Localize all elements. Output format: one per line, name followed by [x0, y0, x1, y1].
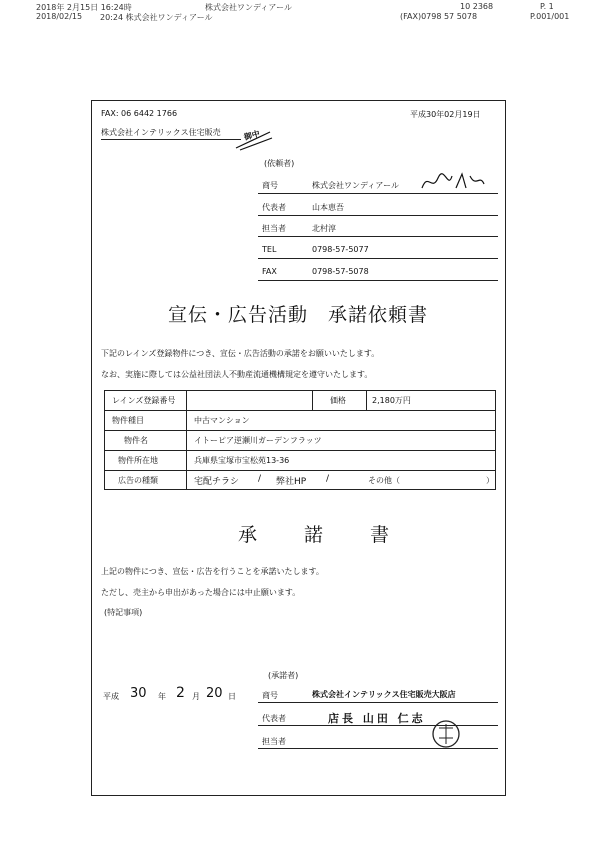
consent-date-day: 20 — [206, 686, 223, 701]
consent-paragraph-2: ただし、売主から申出があった場合には中止願います。 — [101, 588, 301, 597]
property-type-value: 中古マンション — [194, 416, 250, 425]
price-value: 2,180万円 — [372, 396, 411, 405]
special-notes-label: (特記事項) — [104, 608, 143, 617]
ad-option-other: その他（ — [368, 476, 400, 485]
property-type-label: 物件種目 — [112, 416, 144, 425]
consent-date-era: 平成 — [103, 692, 119, 701]
property-address-value: 兵庫県宝塚市宝松苑13-36 — [194, 456, 290, 465]
consent-date-month: 2 — [176, 685, 185, 701]
consent-date-year: 30 — [130, 686, 147, 701]
property-name-value: イトーピア逆瀬川ガーデンフラッツ — [194, 436, 322, 445]
fax-to: FAX: 06 6442 1766 — [101, 109, 178, 118]
consentor-company-label: 商号 — [262, 691, 278, 700]
consent-date-year-unit: 年 — [158, 692, 166, 701]
document-date: 平成30年02月19日 — [410, 110, 481, 119]
consentor-staff-label: 担当者 — [262, 737, 286, 746]
consentor-company: 株式会社インテリックス住宅販売大阪店 — [312, 689, 456, 699]
fax-header-fax-number: (FAX)0798 57 5078 — [400, 12, 478, 21]
consent-date-day-unit: 日 — [228, 692, 236, 701]
ad-type-label: 広告の種類 — [118, 476, 158, 485]
fax-header-line1-left: 2018年 2月15日 16:24時 — [36, 3, 132, 12]
fax-header-line2-mid: 20:24 株式会社ワンディアール — [100, 13, 213, 22]
requester-fax: 0798-57-5078 — [312, 267, 369, 276]
requester-fax-label: FAX — [262, 267, 277, 276]
consent-paragraph-1: 上記の物件につき、宣伝・広告を行うことを承諾いたします。 — [101, 567, 324, 576]
addressee-suffix: 御中 — [242, 128, 261, 142]
document-title: 宣伝・広告活動 承諾依頼書 — [168, 304, 429, 326]
consentor-rep: 店長 山田 仁志 — [328, 712, 426, 725]
fax-header-page-count: P.001/001 — [530, 12, 570, 21]
ad-separator-2: / — [326, 474, 330, 484]
fax-header-page-top: P. 1 — [540, 2, 554, 11]
consentor-label: (承諾者) — [268, 671, 299, 680]
consent-date-month-unit: 月 — [192, 692, 200, 701]
consentor-seal-icon — [428, 718, 464, 750]
price-label: 価格 — [330, 396, 346, 405]
fax-header-line1-mid: 株式会社ワンディアール — [205, 3, 292, 12]
requester-seal-signature-icon — [418, 170, 488, 194]
requester-tel-label: TEL — [262, 245, 277, 254]
requester-staff-label: 担当者 — [262, 224, 286, 233]
consentor-rep-label: 代表者 — [262, 714, 286, 723]
ad-option-flyer: 宅配チラシ — [194, 477, 240, 487]
ad-option-website: 弊社HP — [276, 477, 307, 487]
addressee: 株式会社インテリックス住宅販売 — [101, 128, 221, 137]
fax-header-line2-left: 2018/02/15 — [36, 12, 83, 21]
ad-separator-1: / — [258, 474, 262, 484]
addressee-strike-icon — [234, 128, 274, 152]
requester-label: (依頼者) — [264, 159, 295, 168]
requester-rep-label: 代表者 — [262, 203, 286, 212]
requester-tel: 0798-57-5077 — [312, 245, 369, 254]
request-paragraph-2: なお、実施に際しては公益社団法人不動産流通機構規定を遵守いたします。 — [101, 370, 373, 379]
ad-option-other-close: ） — [486, 476, 494, 485]
reins-number-label: レインズ登録番号 — [112, 396, 176, 405]
requester-rep: 山本恵吾 — [312, 203, 344, 212]
consent-title: 承 諾 書 — [238, 524, 404, 546]
property-address-label: 物件所在地 — [118, 456, 158, 465]
requester-company: 株式会社ワンディアール — [312, 181, 399, 190]
fax-header-time-code: 10 2368 — [460, 2, 494, 11]
requester-company-label: 商号 — [262, 181, 278, 190]
request-paragraph-1: 下記のレインズ登録物件につき、宣伝・広告活動の承諾をお願いいたします。 — [101, 349, 380, 358]
property-name-label: 物件名 — [124, 436, 148, 445]
requester-staff: 北村淳 — [312, 224, 336, 233]
